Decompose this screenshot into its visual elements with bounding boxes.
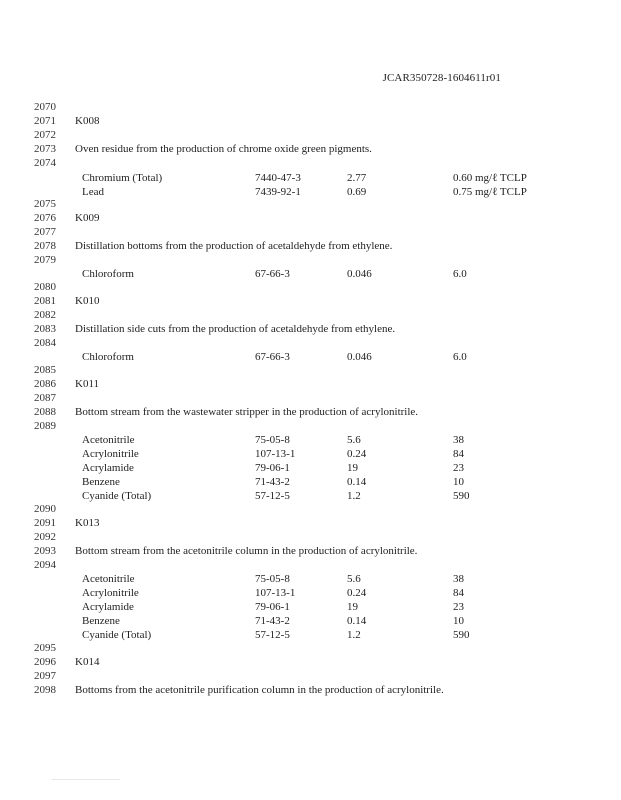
concentration-value: 1.2 <box>347 629 361 641</box>
line-number: 2071 <box>34 115 56 127</box>
waste-description: Bottom stream from the acetonitrile column in the production of acrylonitrile. <box>75 545 418 557</box>
treatment-standard: 38 <box>453 434 464 446</box>
line-number: 2095 <box>34 642 56 654</box>
constituent-name: Cyanide (Total) <box>82 629 152 641</box>
constituent-name: Acetonitrile <box>82 434 135 446</box>
table-row <box>0 587 621 600</box>
constituent-name: Chloroform <box>82 351 134 363</box>
waste-code: K014 <box>75 656 100 668</box>
concentration-value: 19 <box>347 601 358 613</box>
treatment-standard: 38 <box>453 573 464 585</box>
constituent-name: Benzene <box>82 615 120 627</box>
waste-description: Bottoms from the acetonitrile purification column in the production of acrylonitrile. <box>75 684 444 696</box>
constituent-name: Acrylonitrile <box>82 448 139 460</box>
footer-divider <box>52 779 120 780</box>
constituent-name: Benzene <box>82 476 120 488</box>
table-row <box>0 476 621 489</box>
cas-number: 107-13-1 <box>255 587 296 599</box>
treatment-standard: 10 <box>453 615 464 627</box>
document-id: JCAR350728-1604611r01 <box>382 72 501 84</box>
table-row <box>0 601 621 614</box>
waste-code: K008 <box>75 115 100 127</box>
line-number: 2072 <box>34 129 56 141</box>
cas-number: 71-43-2 <box>255 476 290 488</box>
table-row <box>0 448 621 461</box>
waste-code: K010 <box>75 295 100 307</box>
treatment-standard: 10 <box>453 476 464 488</box>
constituent-name: Acrylonitrile <box>82 587 139 599</box>
treatment-standard: 6.0 <box>453 351 467 363</box>
line-number: 2097 <box>34 670 56 682</box>
treatment-standard: 6.0 <box>453 268 467 280</box>
line-number: 2074 <box>34 157 56 169</box>
cas-number: 79-06-1 <box>255 601 290 613</box>
concentration-value: 0.14 <box>347 615 367 627</box>
line-number: 2075 <box>34 198 56 210</box>
table-row <box>0 629 621 642</box>
line-number: 2073 <box>34 143 56 155</box>
line-number: 2090 <box>34 503 56 515</box>
constituent-name: Chloroform <box>82 268 134 280</box>
cas-number: 57-12-5 <box>255 490 290 502</box>
concentration-value: 5.6 <box>347 573 361 585</box>
table-row <box>0 268 621 281</box>
line-number: 2092 <box>34 531 56 543</box>
line-number: 2081 <box>34 295 56 307</box>
treatment-standard: 84 <box>453 448 464 460</box>
line-number: 2086 <box>34 378 56 390</box>
constituent-name: Acrylamide <box>82 601 134 613</box>
concentration-value: 0.24 <box>347 448 367 460</box>
line-number: 2091 <box>34 517 56 529</box>
cas-number: 7440-47-3 <box>255 172 301 184</box>
cas-number: 7439-92-1 <box>255 186 301 198</box>
line-number: 2079 <box>34 254 56 266</box>
concentration-value: 1.2 <box>347 490 361 502</box>
constituent-name: Acrylamide <box>82 462 134 474</box>
constituent-name: Chromium (Total) <box>82 172 163 184</box>
table-row <box>0 573 621 586</box>
concentration-value: 0.14 <box>347 476 367 488</box>
concentration-value: 19 <box>347 462 358 474</box>
line-number: 2082 <box>34 309 56 321</box>
line-number: 2080 <box>34 281 56 293</box>
table-row <box>0 490 621 503</box>
line-number: 2077 <box>34 226 56 238</box>
constituent-name: Acetonitrile <box>82 573 135 585</box>
line-number: 2089 <box>34 420 56 432</box>
line-number: 2088 <box>34 406 56 418</box>
line-number: 2076 <box>34 212 56 224</box>
treatment-standard: 0.75 mg/ℓ TCLP <box>453 186 527 198</box>
table-row <box>0 615 621 628</box>
line-number: 2087 <box>34 392 56 404</box>
treatment-standard: 84 <box>453 587 464 599</box>
line-number: 2083 <box>34 323 56 335</box>
table-row <box>0 462 621 475</box>
constituent-name: Lead <box>82 186 104 198</box>
line-number: 2096 <box>34 656 56 668</box>
waste-description: Distillation bottoms from the production of acetaldehyde from ethylene. <box>75 240 393 252</box>
line-number: 2070 <box>34 101 56 113</box>
waste-description: Oven residue from the production of chrome oxide green pigments. <box>75 143 372 155</box>
treatment-standard: 590 <box>453 490 470 502</box>
line-number: 2098 <box>34 684 56 696</box>
concentration-value: 0.69 <box>347 186 367 198</box>
line-number: 2084 <box>34 337 56 349</box>
line-number: 2085 <box>34 364 56 376</box>
table-row <box>0 434 621 447</box>
cas-number: 57-12-5 <box>255 629 290 641</box>
treatment-standard: 23 <box>453 462 464 474</box>
waste-code: K009 <box>75 212 100 224</box>
cas-number: 67-66-3 <box>255 351 290 363</box>
table-row <box>0 186 621 199</box>
concentration-value: 5.6 <box>347 434 361 446</box>
treatment-standard: 23 <box>453 601 464 613</box>
line-number: 2093 <box>34 545 56 557</box>
waste-description: Bottom stream from the wastewater stripper in the production of acrylonitrile. <box>75 406 419 418</box>
table-row <box>0 172 621 185</box>
waste-code: K011 <box>75 378 100 390</box>
line-number: 2094 <box>34 559 56 571</box>
table-row <box>0 351 621 364</box>
cas-number: 75-05-8 <box>255 434 290 446</box>
cas-number: 107-13-1 <box>255 448 296 460</box>
waste-code: K013 <box>75 517 100 529</box>
concentration-value: 0.046 <box>347 268 372 280</box>
treatment-standard: 590 <box>453 629 470 641</box>
cas-number: 79-06-1 <box>255 462 290 474</box>
line-number: 2078 <box>34 240 56 252</box>
concentration-value: 2.77 <box>347 172 367 184</box>
treatment-standard: 0.60 mg/ℓ TCLP <box>453 172 527 184</box>
concentration-value: 0.24 <box>347 587 367 599</box>
cas-number: 75-05-8 <box>255 573 290 585</box>
cas-number: 67-66-3 <box>255 268 290 280</box>
concentration-value: 0.046 <box>347 351 372 363</box>
cas-number: 71-43-2 <box>255 615 290 627</box>
constituent-name: Cyanide (Total) <box>82 490 152 502</box>
waste-description: Distillation side cuts from the production of acetaldehyde from ethylene. <box>75 323 396 335</box>
